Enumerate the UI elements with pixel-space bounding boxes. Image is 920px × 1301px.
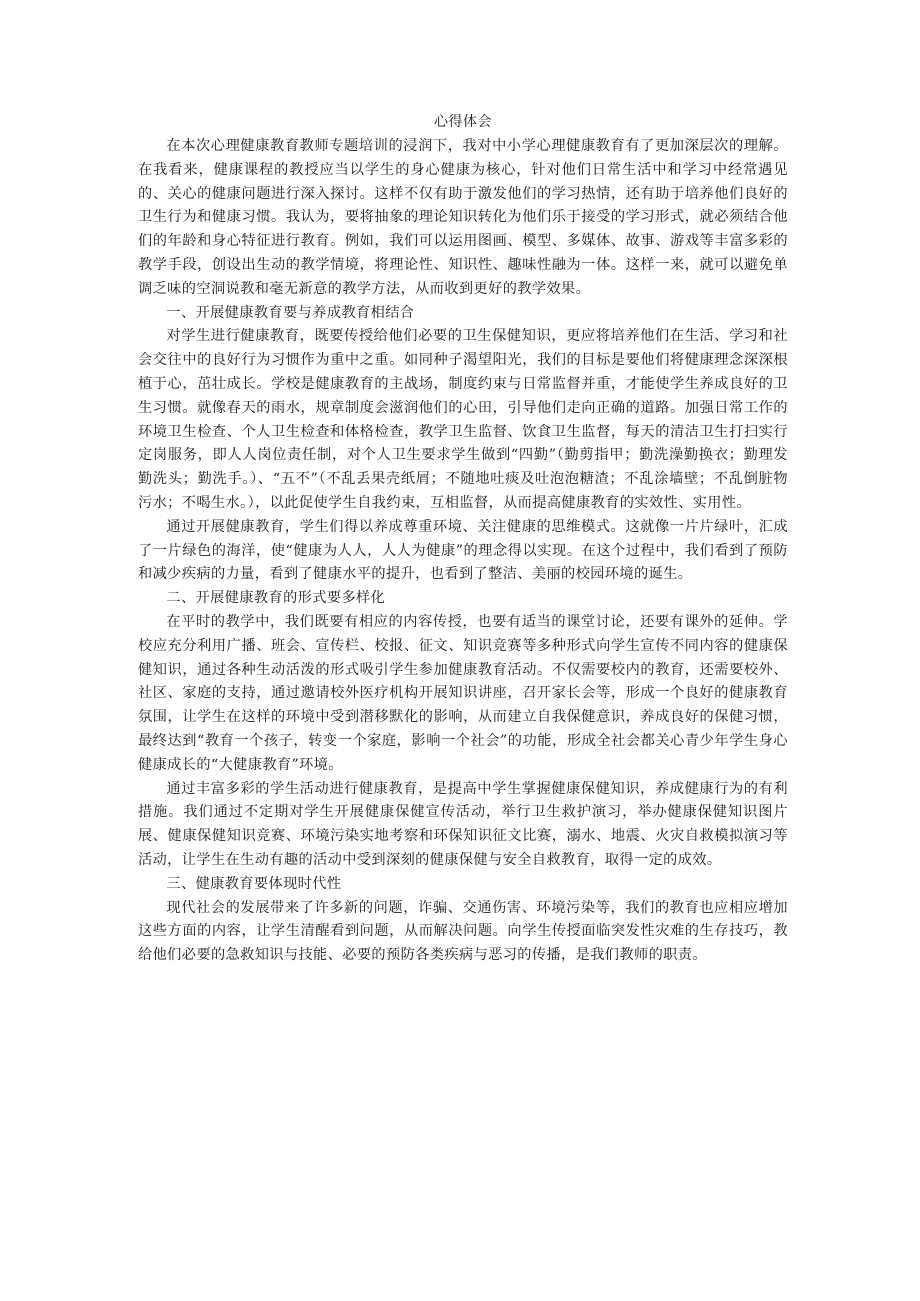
section-2-paragraph-1: 在平时的教学中，我们既要有相应的内容传授，也要有适当的课堂讨论，还要有课外的延伸。学校应充分利用广播、班会、宣传栏、校报、征文、知识竞赛等多种形式向学生宣传不同内容的健康保健知识，通过各种生动活泼的形式吸引学生参加健康教育活动。不仅需要校内的教育，还需要校外、社区、家庭的支持，通过邀请校外医疗机构开展知识讲座，召开家长会等，形成一个良好的健康教育氛围，让学生在这样的环境中受到潜移默化的影响，从而建立自我保健意识，养成良好的保健习惯，最终达到“教育一个孩子，转变一个家庭，影响一个社会”的功能，形成全社会都关心青少年学生身心健康成长的“大健康教育”环境。 bbox=[138, 613, 788, 773]
section-2-paragraph-2: 通过丰富多彩的学生活动进行健康教育，是提高中学生掌握健康保健知识，养成健康行为的有利措施。我们通过不定期对学生开展健康保健宣传活动，举行卫生救护演习，举办健康保健知识图片展、健康保健知识竞赛、环境污染实地考察和环保知识征文比赛，溺水、地震、火灾自救模拟演习等活动，让学生在生动有趣的活动中受到深刻的健康保健与安全自救教育，取得一定的成效。 bbox=[138, 780, 788, 868]
section-1-paragraph-1: 对学生进行健康教育，既要传授给他们必要的卫生保健知识，更应将培养他们在生活、学习和社会交往中的良好行为习惯作为重中之重。如同种子渴望阳光，我们的目标是要他们将健康理念深深根植于心，茁壮成长。学校是健康教育的主战场，制度约束与日常监督并重，才能使学生养成良好的卫生习惯。就像春天的雨水，规章制度会滋润他们的心田，引导他们走向正确的道路。加强日常工作的环境卫生检查、个人卫生检查和体格检查，教学卫生监督、饮食卫生监督，每天的清洁卫生打扫实行定岗服务，即人人岗位责任制，对个人卫生要求学生做到“四勤”（勤剪指甲；勤洗澡勤换衣；勤理发勤洗头；勤洗手。）、“五不”（不乱丢果壳纸屑；不随地吐痰及吐泡泡糖渣；不乱涂墙壁；不乱倒脏物污水；不喝生水。），以此促使学生自我约束，互相监督，从而提高健康教育的实效性、实用性。 bbox=[138, 328, 788, 511]
document-title: 心得体会 bbox=[434, 114, 492, 130]
document-page bbox=[138, 111, 788, 968]
section-heading-1: 一、开展健康教育要与养成教育相结合 bbox=[166, 304, 415, 321]
section-3-paragraph-1: 现代社会的发展带来了许多新的问题，诈骗、交通伤害、环境污染等，我们的教育也应相应增加这些方面的内容，让学生清醒看到问题，从而解决问题。向学生传授面临突发性灾难的生存技巧，教给他们必要的急救知识与技能、必要的预防各类疾病与恶习的传播，是我们教师的职责。 bbox=[138, 899, 788, 964]
section-heading-3: 三、健康教育要体现时代性 bbox=[166, 875, 342, 892]
intro-paragraph: 在本次心理健康教育教师专题培训的浸润下，我对中小学心理健康教育有了更加深层次的理解。在我看来，健康课程的教授应当以学生的身心健康为核心，针对他们日常生活中和学习中经常遇见的、关心的健康问题进行深入探讨。这样不仅有助于激发他们的学习热情，还有助于培养他们良好的卫生行为和健康习惯。我认为，要将抽象的理论知识转化为他们乐于接受的学习形式，就必须结合他们的年龄和身心特征进行教育。例如，我们可以运用图画、模型、多媒体、故事、游戏等丰富多彩的教学手段，创设出生动的教学情境，将理论性、知识性、趣味性融为一体。这样一来，就可以避免单调乏味的空洞说教和毫无新意的教学方法，从而收到更好的教学效果。 bbox=[138, 138, 788, 297]
section-heading-2: 二、开展健康教育的形式要多样化 bbox=[166, 590, 386, 607]
section-1-paragraph-2: 通过开展健康教育，学生们得以养成尊重环境、关注健康的思维模式。这就像一片片绿叶，汇成了一片绿色的海洋，使“健康为人人，人人为健康”的理念得以实现。在这个过程中，我们看到了预防和减少疾病的力量，看到了健康水平的提升，也看到了整洁、美丽的校园环境的诞生。 bbox=[138, 518, 788, 583]
